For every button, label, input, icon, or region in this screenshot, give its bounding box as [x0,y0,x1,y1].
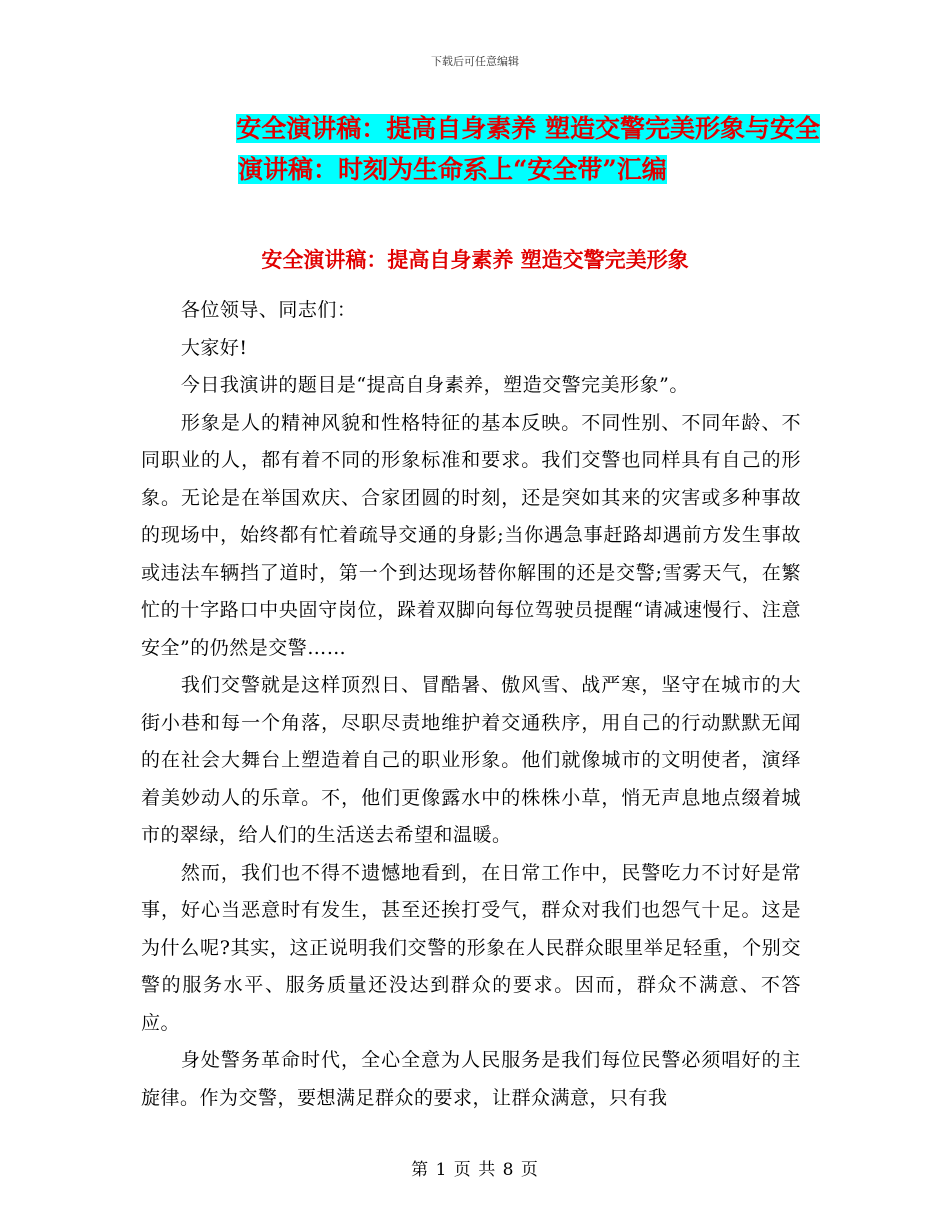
paragraph: 然而，我们也不得不遗憾地看到，在日常工作中，民警吃力不讨好是常事，好心当恶意时有发生，甚至还挨打受气，群众对我们也怨气十足。这是为什么呢?其实，这正说明我们交警的形象在人民群众眼里举足轻重，个别交警的服务水平、服务质量还没达到群众的要求。因而，群众不满意、不答应。 [141,861,801,1034]
paragraph: 今日我演讲的题目是“提高自身素养，塑造交警完美形象”。 [180,374,689,396]
title-line-2: 演讲稿：时刻为生命系上“安全带”汇编 [238,155,667,184]
page-number-footer: 第 1 页 共 8 页 [411,1160,539,1180]
paragraph: 各位领导、同志们： [180,299,357,321]
document-title [140,108,820,190]
paragraph: 形象是人的精神风貌和性格特征的基本反映。不同性别、不同年龄、不同职业的人，都有着不同的形象标准和要求。我们交警也同样具有自己的形象。无论是在举国欢庆、合家团圆的时刻，还是突如其来的灾害或多种事故的现场中，始终都有忙着疏导交通的身影;当你遇急事赶路却遇前方发生事故或违法车辆挡了道时，第一个到达现场替你解围的还是交警;雪雾天气，在繁忙的十字路口中央固守岗位，跺着双脚向每位驾驶员提醒“请减速慢行、注意安全”的仍然是交警…… [141,411,801,659]
section-title: 安全演讲稿：提高自身素养 塑造交警完美形象 [261,247,689,272]
paragraph: 身处警务革命时代，全心全意为人民服务是我们每位民警必须唱好的主旋律。作为交警，要想满足群众的要求，让群众满意，只有我 [141,1049,801,1109]
body-text [141,292,801,1117]
paragraph: 大家好! [180,336,248,359]
title-line-1: 安全演讲稿：提高自身素养 塑造交警完美形象与安全 [236,114,820,143]
page-header-note: 下载后可任意编辑 [431,55,519,68]
paragraph: 我们交警就是这样顶烈日、冒酷暑、傲风雪、战严寒，坚守在城市的大街小巷和每一个角落，尽职尽责地维护着交通秩序，用自己的行动默默无闻的在社会大舞台上塑造着自己的职业形象。他们就像城市的文明使者，演绎着美妙动人的乐章。不，他们更像露水中的株株小草，悄无声息地点缀着城市的翠绿，给人们的生活送去希望和温暖。 [141,674,801,846]
